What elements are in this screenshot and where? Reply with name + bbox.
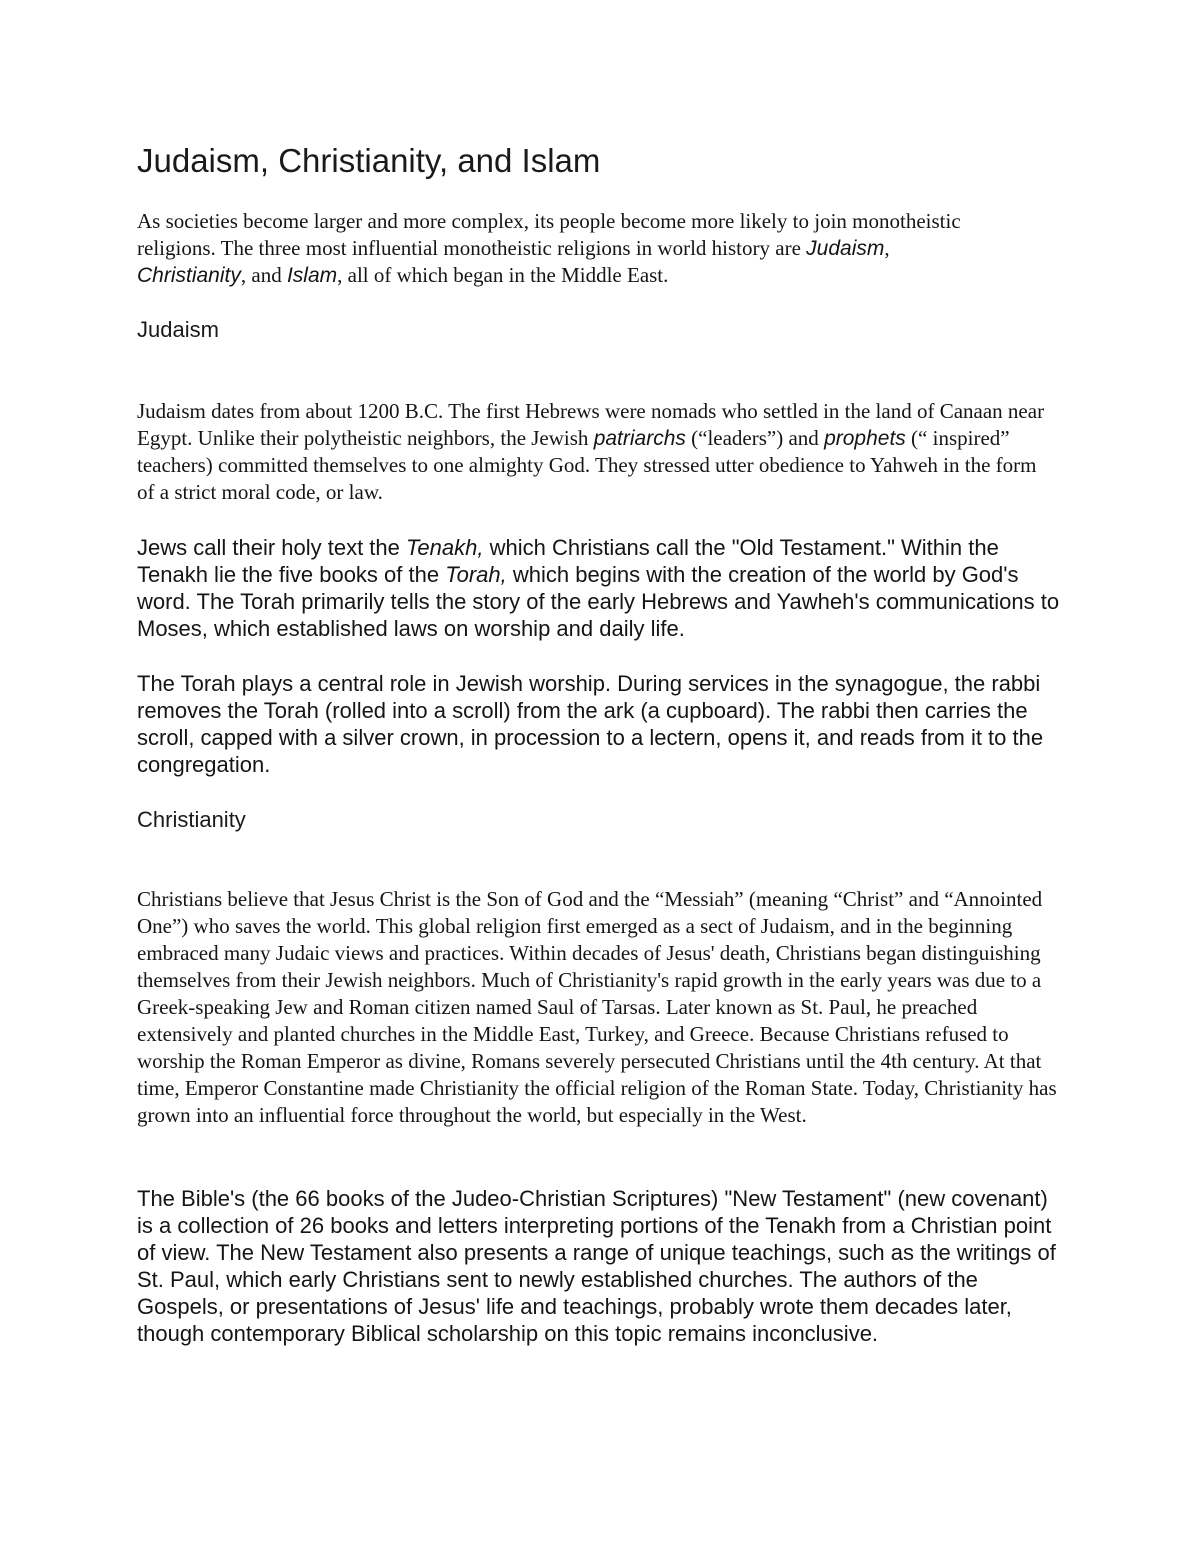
judaism-paragraph-3: The Torah plays a central role in Jewish worship. During services in the synagogue, the rabbi removes the Torah (rolled into a scroll) from the ark (a cupboard). The rabbi then carries the scroll, capped with a silver crown, in procession to a lectern, opens it, and reads from it to the congregation.	[137, 671, 1044, 777]
intro-text-start: As societies become larger and more complex, its people become more likely to join monotheistic religions. The three most influential monotheistic religions in world history are	[137, 209, 961, 260]
intro-paragraph	[137, 208, 997, 289]
intro-separator: , and	[240, 263, 287, 287]
intro-text-end: , all of which began in the Middle East.	[337, 263, 669, 287]
paragraph-text: which begins with the creation of the world by God's word. The Torah primarily tells the story of the early Hebrews and Yawheh's communications to Moses, which established laws on worship and daily life.	[137, 562, 1060, 641]
term-torah: Torah,	[445, 562, 507, 587]
term-tenakh: Tenakh,	[406, 535, 484, 560]
page-title: Judaism, Christianity, and Islam	[137, 142, 601, 179]
christianity-paragraph-1: Christians believe that Jesus Christ is the Son of God and the “Messiah” (meaning “Christ” and “Annointed One”) who saves the world. This global religion first emerged as a sect of Judaism, and in the beginning embraced many Judaic views and practices. Within decades of Jesus' death, Christians began distinguishing themselves from their Jewish neighbors. Much of Christianity's rapid growth in the early years was due to a Greek-speaking Jew and Roman citizen named Saul of Tarsas. Later known as St. Paul, he preached extensively and planted churches in the Middle East, Turkey, and Greece. Because Christians refused to worship the Roman Emperor as divine, Romans severely persecuted Christians until the 4th century. At that time, Emperor Constantine made Christianity the official religion of the Roman State. Today, Christianity has grown into an influential force throughout the world, but especially in the West.	[137, 887, 1057, 1127]
intro-separator: ,	[884, 236, 890, 260]
term-prophets: prophets	[824, 427, 906, 450]
paragraph-text: Jews call their holy text the	[137, 535, 407, 560]
paragraph-text: (“ inspired” teachers) committed themselves to one almighty God. They stressed utter obedience to Yahweh in the form of a strict moral code, or law.	[137, 426, 1037, 504]
term-judaism: Judaism	[806, 237, 885, 260]
judaism-paragraph-2	[137, 534, 1062, 642]
term-islam: Islam	[286, 264, 338, 287]
section-heading-judaism: Judaism	[137, 317, 219, 342]
christianity-paragraph-2: The Bible's (the 66 books of the Judeo-Christian Scriptures) "New Testament" (new covenant) is a collection of 26 books and letters interpreting portions of the Tenakh from a Christian point of view. The New Testament also presents a range of unique teachings, such as the writings of St. Paul, which early Christians sent to newly established churches. The authors of the Gospels, or presentations of Jesus' life and teachings, probably wrote them decades later, though contemporary Biblical scholarship on this topic remains inconclusive.	[137, 1186, 1056, 1346]
section-heading-christianity: Christianity	[137, 807, 246, 832]
paragraph-text: (“leaders”) and	[685, 426, 825, 450]
judaism-paragraph-1	[137, 398, 1057, 506]
paragraph-text: Judaism dates from about 1200 B.C. The first Hebrews were nomads who settled in the land of Canaan near Egypt. Unlike their polytheistic neighbors, the Jewish	[137, 399, 1045, 450]
term-patriarchs: patriarchs	[593, 427, 686, 450]
term-christianity: Christianity	[137, 264, 241, 287]
paragraph-text: which Christians call the "Old Testament." Within the Tenakh lie the five books of the	[137, 535, 999, 587]
